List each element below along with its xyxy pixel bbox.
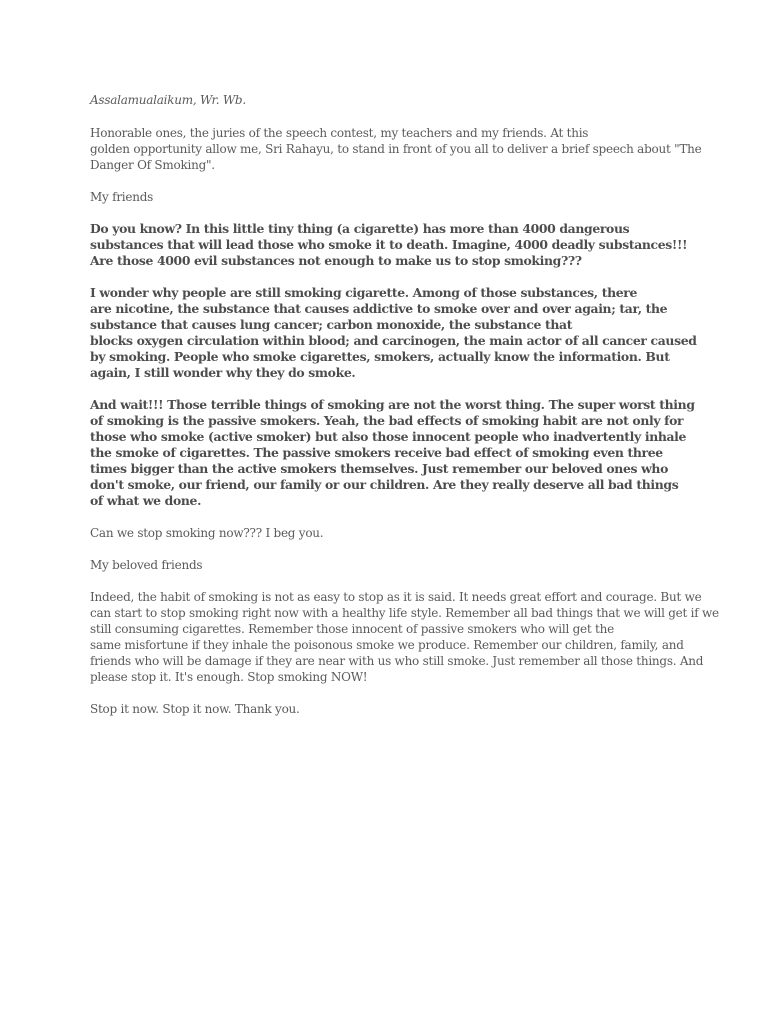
- text-line: are nicotine, the substance that causes addictive to smoke over and over again; tar, the: [90, 301, 668, 316]
- text-line: Can we stop smoking now??? I beg you.: [90, 526, 324, 540]
- text-line: blocks oxygen circulation within blood; and carcinogen, the main actor of all cancer caused: [90, 333, 697, 348]
- passive-smokers-paragraph: [90, 397, 695, 509]
- address-paragraph: [90, 189, 690, 205]
- text-line: Stop it now. Stop it now. Thank you.: [90, 702, 300, 716]
- text-line: And wait!!! Those terrible things of smoking are not the worst thing. The super worst thing: [90, 397, 695, 412]
- closing-paragraph: [90, 701, 690, 717]
- text-line: Danger Of Smoking".: [90, 158, 215, 172]
- text-line: Are those 4000 evil substances not enough to make us to stop smoking???: [90, 253, 582, 268]
- text-line: golden opportunity allow me, Sri Rahayu, to stand in front of you all to deliver a brief speech about "The: [90, 142, 702, 156]
- text-line: substance that causes lung cancer; carbon monoxide, the substance that: [90, 317, 573, 332]
- text-line: of what we done.: [90, 493, 202, 508]
- speech-text: [90, 92, 719, 733]
- text-line: Indeed, the habit of smoking is not as easy to stop as it is said. It needs great effort and courage. But we: [90, 590, 702, 604]
- text-line: the smoke of cigarettes. The passive smokers receive bad effect of smoking even three: [90, 445, 663, 460]
- text-line: Do you know? In this little tiny thing (a cigarette) has more than 4000 dangerous: [90, 221, 630, 236]
- text-line: by smoking. People who smoke cigarettes, smokers, actually know the information. But: [90, 349, 670, 364]
- habit-paragraph: [90, 589, 719, 685]
- substances-paragraph: [90, 221, 690, 269]
- text-line: of smoking is the passive smokers. Yeah, the bad effects of smoking habit are not only for: [90, 413, 684, 428]
- text-line: My friends: [90, 190, 154, 204]
- text-line: can start to stop smoking right now with a healthy life style. Remember all bad things that we will get if we: [90, 606, 719, 620]
- address-paragraph-2: [90, 557, 690, 573]
- text-line: I wonder why people are still smoking cigarette. Among of those substances, there: [90, 285, 637, 300]
- wonder-paragraph: [90, 285, 697, 381]
- text-line: Honorable ones, the juries of the speech contest, my teachers and my friends. At this: [90, 126, 589, 140]
- text-line: those who smoke (active smoker) but also those innocent people who inadvertently inhale: [90, 429, 687, 444]
- text-line: please stop it. It's enough. Stop smoking NOW!: [90, 670, 368, 684]
- text-line: times bigger than the active smokers themselves. Just remember our beloved ones who: [90, 461, 668, 476]
- text-line: still consuming cigarettes. Remember those innocent of passive smokers who will get the: [90, 622, 614, 636]
- text-line: My beloved friends: [90, 558, 203, 572]
- text-line: substances that will lead those who smoke it to death. Imagine, 4000 deadly substances!!!: [90, 237, 688, 252]
- text-line: again, I still wonder why they do smoke.: [90, 365, 356, 380]
- text-line: don't smoke, our friend, our family or our children. Are they really deserve all bad things: [90, 477, 679, 492]
- text-line: Assalamualaikum, Wr. Wb.: [90, 93, 246, 107]
- greeting-paragraph: [90, 92, 690, 108]
- question-paragraph: [90, 525, 690, 541]
- opening-paragraph: [90, 125, 702, 173]
- text-line: friends who will be damage if they are near with us who still smoke. Just remember all those things. And: [90, 654, 704, 668]
- text-line: same misfortune if they inhale the poisonous smoke we produce. Remember our children, family, and: [90, 638, 684, 652]
